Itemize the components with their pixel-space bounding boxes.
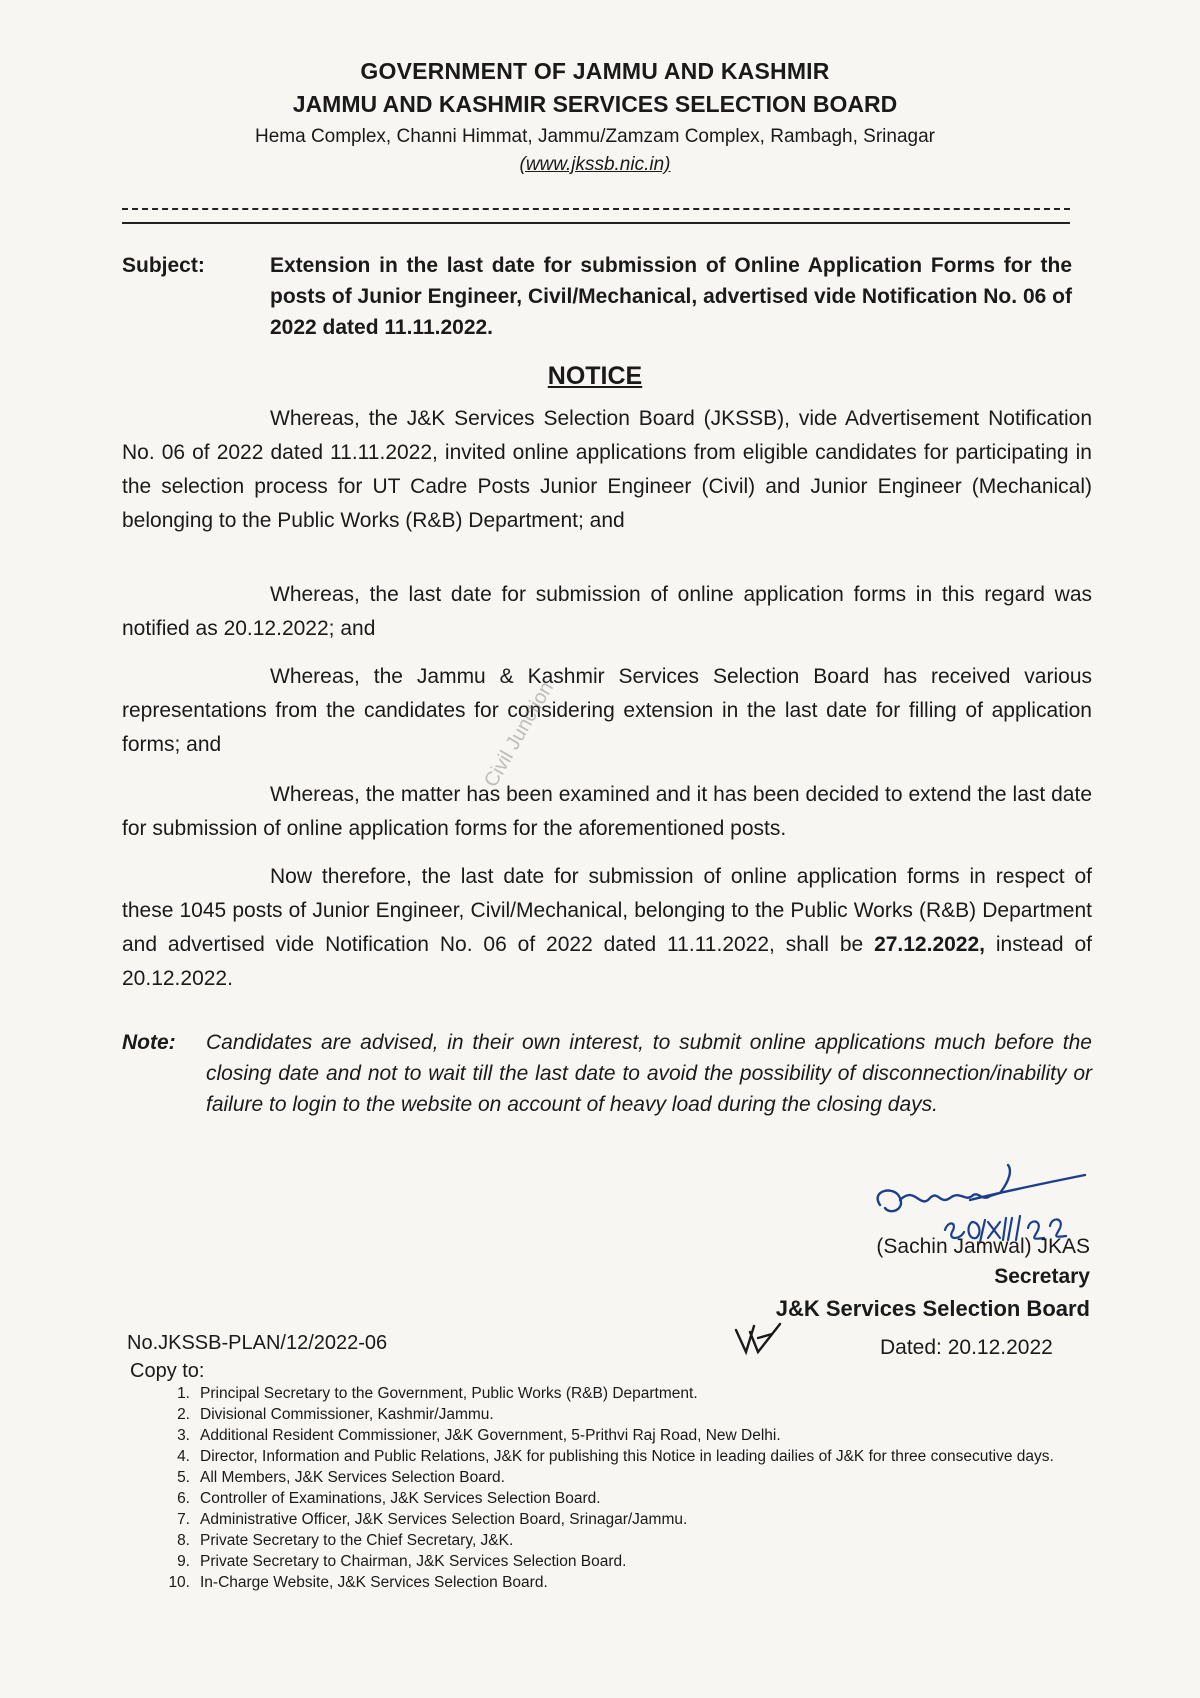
copy-to-item-number: 5. (177, 1469, 190, 1486)
initials-mark (728, 1318, 788, 1358)
signatory-name: (Sachin Jamwal) JKAS (876, 1235, 1090, 1258)
board-address: Hema Complex, Channi Himmat, Jammu/Zamzam Complex, Rambagh, Srinagar (254, 126, 935, 147)
copy-to-item-number: 6. (177, 1490, 190, 1507)
copy-to-item-number: 2. (177, 1406, 190, 1423)
paragraph-4: Whereas, the matter has been examined and it has been decided to extend the last date for submission of online application forms for the aforementioned posts. (122, 783, 1092, 840)
copy-to-label: Copy to: (130, 1360, 205, 1382)
paragraph-5-tail: instead of 20.12.2022. (122, 933, 1092, 990)
copy-to-item-text: In-Charge Website, J&K Services Selection Board. (200, 1574, 548, 1591)
letterhead (0, 58, 1190, 176)
copy-to-item-text: Divisional Commissioner, Kashmir/Jammu. (200, 1406, 494, 1423)
dashed-divider (122, 208, 1070, 210)
copy-to-list (160, 1384, 1090, 1594)
copy-to-item (160, 1447, 1090, 1466)
copy-to-item (160, 1573, 1090, 1592)
note-text: Candidates are advised, in their own interest, to submit online applications much before the closing date and not to wait till the last date to avoid the possibility of disconnection/inability or failure to login to the website on account of heavy load during the closing days. (206, 1031, 1092, 1116)
copy-to-item-number: 4. (177, 1448, 190, 1465)
government-title: GOVERNMENT OF JAMMU AND KASHMIR (360, 58, 830, 84)
copy-to-item-number: 10. (168, 1574, 190, 1591)
notice-date: Dated: 20.12.2022 (880, 1336, 1053, 1359)
copy-to-item-number: 7. (177, 1511, 190, 1528)
signatory-designation: Secretary (994, 1265, 1090, 1288)
copy-to-item (160, 1405, 1090, 1424)
subject-label: Subject: (122, 254, 205, 277)
note-label: Note: (122, 1031, 176, 1054)
paragraph-1: Whereas, the J&K Services Selection Board (JKSSB), vide Advertisement Notification No. 06 of 2022 dated 11.11.2022, invited online applications from eligible candidates for participating in the selection process for UT Cadre Posts Junior Engineer (Civil) and Junior Engineer (Mechanical) belonging to the Public Works (R&B) Department; and (122, 407, 1092, 532)
copy-to-item-text: Controller of Examinations, J&K Services Selection Board. (200, 1490, 601, 1507)
copy-to-item-text: Principal Secretary to the Government, Public Works (R&B) Department. (200, 1385, 698, 1402)
copy-to-item (160, 1426, 1090, 1445)
paragraph-5-text: Now therefore, the last date for submission of online application forms in respect of these 1045 posts of Junior Engineer, Civil/Mechanical, belonging to the Public Works (R&B) Department and advertised vide Notification No. 06 of 2022 dated 11.11.2022, shall be (122, 865, 1092, 956)
copy-to-item-number: 3. (177, 1427, 190, 1444)
copy-to-item-text: Private Secretary to the Chief Secretary, J&K. (200, 1532, 514, 1549)
notice-title: NOTICE (547, 362, 643, 390)
reference-number: No.JKSSB-PLAN/12/2022-06 (127, 1332, 388, 1354)
copy-to-item-text: All Members, J&K Services Selection Board. (200, 1469, 505, 1486)
paragraph-5 (122, 860, 1092, 996)
copy-to-item-text: Director, Information and Public Relations, J&K for publishing this Notice in leading dailies of J&K for three consecutive days. (200, 1448, 1054, 1465)
copy-to-item-number: 1. (177, 1385, 190, 1402)
signatory-organization: J&K Services Selection Board (775, 1296, 1090, 1321)
copy-to-item (160, 1384, 1090, 1403)
board-website: (www.jkssb.nic.in) (519, 154, 671, 175)
copy-to-item (160, 1552, 1090, 1571)
copy-to-item-text: Additional Resident Commissioner, J&K Government, 5-Prithvi Raj Road, New Delhi. (200, 1427, 781, 1444)
copy-to-item-number: 9. (177, 1553, 190, 1570)
watermark: Civil Junction (480, 677, 558, 791)
copy-to-item (160, 1510, 1090, 1529)
subject-text: Extension in the last date for submission of Online Application Forms for the posts of Junior Engineer, Civil/Mechanical, advertised vide Notification No. 06 of 2022 dated 11.11.2022. (270, 254, 1072, 339)
copy-to-item-text: Private Secretary to Chairman, J&K Services Selection Board. (200, 1553, 627, 1570)
paragraph-3: Whereas, the Jammu & Kashmir Services Selection Board has received various representations from the candidates for considering extension in the last date for filling of application forms; and (122, 665, 1092, 756)
copy-to-item-text: Administrative Officer, J&K Services Selection Board, Srinagar/Jammu. (200, 1511, 688, 1528)
new-last-date: 27.12.2022, (874, 933, 985, 956)
copy-to-item-number: 8. (177, 1532, 190, 1549)
paragraph-2: Whereas, the last date for submission of online application forms in this regard was notified as 20.12.2022; and (122, 583, 1092, 640)
solid-divider (122, 222, 1070, 224)
copy-to-item (160, 1531, 1090, 1550)
board-title: JAMMU AND KASHMIR SERVICES SELECTION BOARD (292, 91, 898, 117)
copy-to-item (160, 1468, 1090, 1487)
copy-to-item (160, 1489, 1090, 1508)
